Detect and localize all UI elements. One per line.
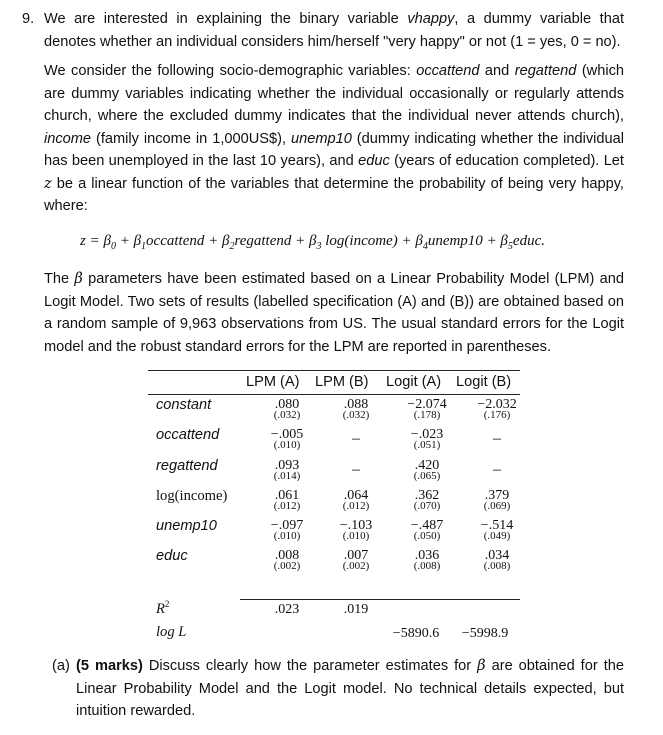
var-occattend: occattend: [416, 63, 480, 79]
standard-error: (.012): [342, 500, 370, 512]
var-vhappy: vhappy: [407, 11, 455, 27]
coefficient: .080: [274, 397, 300, 412]
row-label: constant: [156, 397, 212, 413]
table-stats-rule: [240, 599, 520, 600]
coefficient: .061: [274, 488, 300, 503]
coefficient: −.023: [410, 427, 444, 442]
standard-error: (.010): [342, 530, 370, 542]
table-cell: [252, 518, 322, 542]
col-header-logit-b: Logit (B): [456, 374, 512, 390]
coefficient: −.487: [410, 518, 444, 533]
standard-error: (.010): [273, 439, 301, 451]
table-cell-empty: –: [352, 430, 360, 447]
row-label-loglik: log L: [156, 624, 187, 640]
row-label-r2: $R^2$: [156, 599, 170, 617]
table-cell: [392, 518, 462, 542]
variables-paragraph: We consider the following socio-demographic variables: occattend and regattend (which are dummy variables indicating whether the individual occasionally or regularly attends church, where the excluded dummy indicates that the individual never attends church), income (family income in 1,000US$), unemp10 (dummy indicating whether the individual has been unemployed in the last 10 years), and educ (years of education completed). Let z be a linear function of the variables that determine the probability of being very happy, where:: [44, 63, 624, 214]
standard-error: (.002): [273, 560, 301, 572]
beta-symbol: β: [477, 657, 486, 674]
row-label: unemp10: [156, 518, 217, 534]
row-label: regattend: [156, 458, 218, 474]
coefficient: .064: [343, 488, 369, 503]
row-label: occattend: [156, 427, 220, 443]
table-cell: [321, 488, 391, 512]
row-label: log(income): [156, 488, 228, 504]
model-equation: $z = \beta_0$ + $\beta_1occattend$ + $\beta_2regattend + \beta_3$ log(income) + $\beta_4unemp10$ + $\beta_5educ$.: [80, 233, 545, 252]
standard-error: (.070): [413, 500, 441, 512]
coefficient: −.005: [270, 427, 304, 442]
table-cell: [392, 488, 462, 512]
standard-error: (.176): [483, 409, 511, 421]
coefficient: −.514: [480, 518, 514, 533]
table-cell: [392, 397, 462, 421]
var-educ: educ: [358, 153, 390, 169]
col-header-lpm-b: LPM (B): [315, 374, 369, 390]
row-label: educ: [156, 548, 188, 564]
coefficient: .093: [274, 458, 300, 473]
standard-error: (.049): [483, 530, 511, 542]
part-a-label: (a): [52, 658, 70, 674]
table-cell-empty: –: [493, 461, 501, 478]
standard-error: (.014): [273, 470, 301, 482]
table-cell: [392, 548, 462, 572]
standard-error: (.032): [342, 409, 370, 421]
table-cell: [252, 427, 322, 451]
standard-error: (.178): [413, 409, 441, 421]
coefficient: .034: [484, 548, 510, 563]
standard-error: (.002): [342, 560, 370, 572]
coefficient: .379: [484, 488, 510, 503]
standard-error: (.012): [273, 500, 301, 512]
coefficient: .007: [343, 548, 369, 563]
stat-r2-lpm-a: .023: [274, 602, 300, 617]
table-cell: [252, 397, 322, 421]
table-top-rule: [148, 370, 520, 371]
standard-error: (.065): [413, 470, 441, 482]
standard-error: (.069): [483, 500, 511, 512]
beta-symbol: β: [74, 270, 83, 287]
coefficient: .088: [343, 397, 369, 412]
stat-loglik-logit-b: −5998.9: [461, 626, 509, 641]
question-intro: We are interested in explaining the binary variable vhappy, a dummy variable that denotes whether an individual considers him/herself "very happy" or not (1 = yes, 0 = no).: [44, 11, 624, 50]
standard-error: (.032): [273, 409, 301, 421]
part-a-marks: (5 marks): [76, 658, 143, 674]
table-cell: [321, 548, 391, 572]
table-cell: [252, 488, 322, 512]
table-cell: [462, 548, 532, 572]
standard-error: (.008): [413, 560, 441, 572]
coefficient: −.103: [339, 518, 373, 533]
table-cell: [392, 427, 462, 451]
estimation-paragraph: The β parameters have been estimated based on a Linear Probability Model (LPM) and Logit Model. Two sets of results (labelled specification (A) and (B)) are obtained based on a random sample of 9,963 observations from US. The usual standard errors for the Logit model and the robust standard errors for the LPM are reported in parentheses.: [44, 270, 624, 355]
col-header-logit-a: Logit (A): [386, 374, 442, 390]
question-number: 9.: [22, 11, 35, 27]
var-unemp10: unemp10: [290, 130, 352, 147]
table-cell: [321, 397, 391, 421]
coefficient: −.097: [270, 518, 304, 533]
table-cell: [462, 488, 532, 512]
standard-error: (.010): [273, 530, 301, 542]
part-a: (a) (5 marks) Discuss clearly how the parameter estimates for β are obtained for the Linear Probability Model and the Logit model. No technical details expected, but intuition rewarded.: [52, 657, 624, 719]
coefficient: .420: [414, 458, 440, 473]
coefficient: .362: [414, 488, 440, 503]
standard-error: (.050): [413, 530, 441, 542]
var-regattend: regattend: [514, 63, 577, 79]
table-cell: [462, 397, 532, 421]
table-cell: [321, 518, 391, 542]
standard-error: (.008): [483, 560, 511, 572]
table-cell-empty: –: [493, 430, 501, 447]
var-income: income: [44, 130, 92, 147]
col-header-lpm-a: LPM (A): [246, 374, 300, 390]
stat-loglik-logit-a: −5890.6: [392, 626, 440, 641]
stat-r2-lpm-b: .019: [343, 602, 369, 617]
table-cell-empty: –: [352, 461, 360, 478]
standard-error: (.051): [413, 439, 441, 451]
coefficient: .036: [414, 548, 440, 563]
table-cell: [252, 458, 322, 482]
table-cell: [462, 518, 532, 542]
coefficient: −2.032: [477, 397, 517, 412]
table-cell: [392, 458, 462, 482]
table-header-rule: [148, 394, 520, 395]
coefficient: .008: [274, 548, 300, 563]
var-z: z: [44, 174, 52, 192]
table-cell: [252, 548, 322, 572]
coefficient: −2.074: [407, 397, 447, 412]
